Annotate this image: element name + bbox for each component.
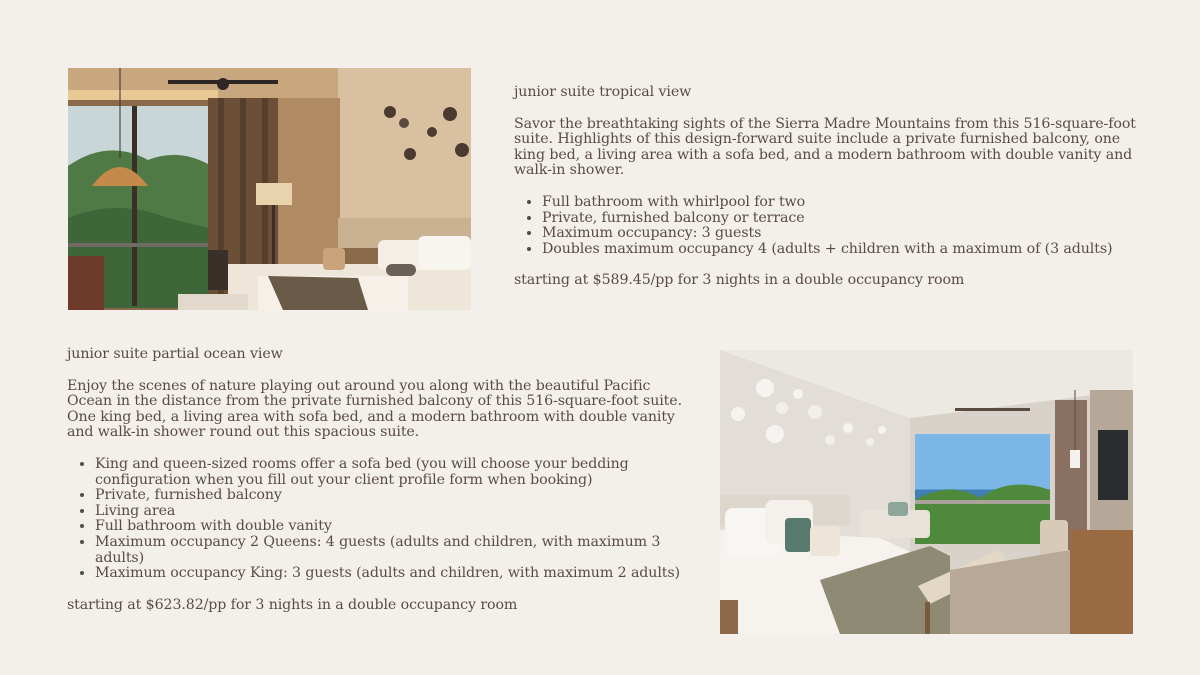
feature-item: • Living area xyxy=(95,504,692,520)
feature-item: • Maximum occupancy King: 3 guests (adults and children, with maximum 2 adults) xyxy=(95,566,692,582)
feature-item: • Private, furnished balcony or terrace xyxy=(542,211,1140,227)
feature-item: • Doubles maximum occupancy 4 (adults + children with a maximum of (3 adults) xyxy=(542,242,1140,258)
feature-item: • Full bathroom with double vanity xyxy=(95,519,692,535)
suite-features-list xyxy=(514,195,1140,257)
feature-item: • Full bathroom with whirlpool for two xyxy=(542,195,1140,211)
suite-price: starting at $589.45/pp for 3 nights in a double occupancy room xyxy=(514,272,965,289)
suite-title: junior suite tropical view xyxy=(514,84,692,100)
partial-ocean-view-description-block xyxy=(67,347,692,613)
suite-price: starting at $623.82/pp for 3 nights in a double occupancy room xyxy=(67,596,518,613)
partial-ocean-view-suite-photo xyxy=(720,350,1133,634)
feature-item: • Maximum occupancy: 3 guests xyxy=(542,226,1140,242)
suite-features-list xyxy=(67,457,692,582)
feature-item: • King and queen-sized rooms offer a sofa bed (you will choose your bedding configuration when you fill out your client profile form when booking) xyxy=(95,457,692,488)
feature-item: • Private, furnished balcony xyxy=(95,488,692,504)
tropical-view-description-block xyxy=(514,85,1140,289)
feature-item: • Maximum occupancy 2 Queens: 4 guests (adults and children, with maximum 3 adults) xyxy=(95,535,692,566)
suite-description: Enjoy the scenes of nature playing out around you along with the beautiful Pacific Ocean in the distance from the private furnished balcony of this 516-square-foot suite. One king bed, a living area with sofa bed, and a modern bathroom with double vanity and walk-in shower round out this spacious suite. xyxy=(67,377,682,441)
suite-title: junior suite partial ocean view xyxy=(67,346,283,362)
suite-description: Savor the breathtaking sights of the Sierra Madre Mountains from this 516-square-foot suite. Highlights of this design-forward suite include a private furnished balcony, one king bed, a living area with a sofa bed, and a modern bathroom with double vanity and walk-in shower. xyxy=(514,115,1136,179)
tropical-view-suite-photo xyxy=(68,68,471,310)
